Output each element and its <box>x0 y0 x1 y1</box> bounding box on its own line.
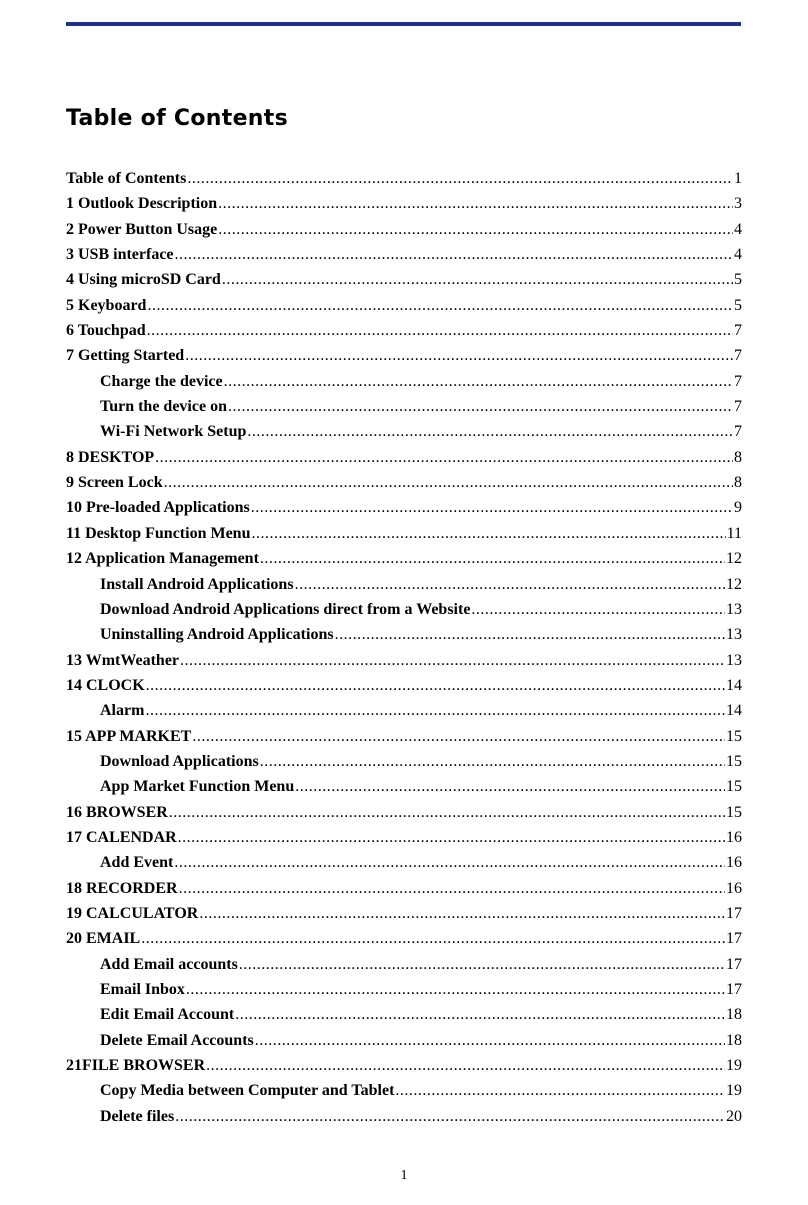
toc-entry[interactable] <box>66 445 742 470</box>
toc-entry[interactable] <box>66 546 742 571</box>
toc-dot-leader <box>295 774 725 799</box>
toc-entry-page: 19 <box>726 1082 742 1100</box>
toc-entry[interactable] <box>66 191 742 216</box>
toc-entry-page: 7 <box>734 322 742 340</box>
toc-entry-page: 20 <box>726 1107 742 1125</box>
toc-entry[interactable] <box>66 977 742 1002</box>
toc-entry[interactable] <box>66 521 742 546</box>
toc-entry-title: 8 DESKTOP <box>66 448 155 466</box>
toc-entry-page: 7 <box>734 347 742 365</box>
toc-dot-leader <box>395 1078 725 1103</box>
toc-entry-title: 13 WmtWeather <box>66 651 180 669</box>
toc-dot-leader <box>222 267 733 292</box>
toc-entry[interactable] <box>66 800 742 825</box>
toc-dot-leader <box>471 597 725 622</box>
toc-entry-title: 2 Power Button Usage <box>66 220 218 238</box>
toc-entry-page: 5 <box>734 296 742 314</box>
toc-dot-leader <box>335 622 725 647</box>
toc-entry[interactable] <box>66 318 742 343</box>
toc-entry[interactable] <box>66 419 742 444</box>
header-rule <box>66 22 741 26</box>
toc-dot-leader <box>218 191 733 216</box>
toc-entry-page: 4 <box>734 246 742 264</box>
toc-entry[interactable] <box>66 572 742 597</box>
toc-dot-leader <box>251 521 725 546</box>
toc-dot-leader <box>192 724 725 749</box>
toc-entry-title: 5 Keyboard <box>66 296 147 314</box>
toc-dot-leader <box>164 470 733 495</box>
toc-entry[interactable] <box>66 774 742 799</box>
toc-entry-title: Table of Contents <box>66 170 187 187</box>
table-of-contents <box>66 166 742 1129</box>
toc-entry[interactable] <box>66 901 742 926</box>
toc-entry-page: 16 <box>726 828 742 846</box>
toc-dot-leader <box>179 876 725 901</box>
toc-entry-page: 13 <box>726 600 742 618</box>
toc-entry-page: 15 <box>726 803 742 821</box>
toc-entry-page: 8 <box>734 474 742 492</box>
toc-dot-leader <box>218 217 733 242</box>
toc-entry[interactable] <box>66 648 742 673</box>
toc-entry-title: 14 CLOCK <box>66 676 145 694</box>
toc-entry-page: 14 <box>726 702 742 720</box>
toc-dot-leader <box>175 242 733 267</box>
toc-entry-title: 12 Application Management <box>66 550 259 568</box>
toc-entry-title: Wi-Fi Network Setup <box>100 423 247 441</box>
toc-entry-title: Alarm <box>100 702 145 720</box>
toc-entry-page: 15 <box>726 778 742 796</box>
toc-entry-page: 4 <box>734 220 742 238</box>
toc-entry[interactable] <box>66 1078 742 1103</box>
toc-entry-page: 12 <box>726 550 742 568</box>
toc-entry-page: 15 <box>726 752 742 770</box>
toc-entry-title: Copy Media between Computer and Tablet <box>100 1082 395 1100</box>
toc-entry[interactable] <box>66 495 742 520</box>
toc-entry-page: 15 <box>726 727 742 745</box>
toc-entry-page: 7 <box>734 423 742 441</box>
toc-dot-leader <box>169 800 725 825</box>
toc-entry-page: 16 <box>726 879 742 897</box>
toc-entry-title: 17 CALENDAR <box>66 828 177 846</box>
toc-entry[interactable] <box>66 1104 742 1129</box>
toc-entry-page: 13 <box>726 626 742 644</box>
toc-entry-page: 12 <box>726 575 742 593</box>
toc-entry-title: Charge the device <box>100 372 223 390</box>
toc-entry-title: 9 Screen Lock <box>66 474 163 492</box>
toc-entry-title: 15 APP MARKET <box>66 727 192 745</box>
toc-dot-leader <box>251 495 733 520</box>
toc-dot-leader <box>295 572 725 597</box>
toc-entry-title: 7 Getting Started <box>66 347 185 365</box>
toc-entry[interactable] <box>66 622 742 647</box>
toc-entry-title: Delete files <box>100 1107 175 1125</box>
toc-entry-title: Download Applications <box>100 752 259 770</box>
toc-entry-title: 6 Touchpad <box>66 322 146 340</box>
toc-entry[interactable] <box>66 1053 742 1078</box>
toc-entry-title: Delete Email Accounts <box>100 1031 254 1049</box>
toc-dot-leader <box>239 952 725 977</box>
toc-entry-page: 5 <box>734 271 742 289</box>
toc-entry[interactable] <box>66 673 742 698</box>
toc-entry[interactable] <box>66 242 742 267</box>
toc-entry-title: 20 EMAIL <box>66 930 141 948</box>
toc-dot-leader <box>247 419 733 444</box>
toc-dot-leader <box>141 926 725 951</box>
toc-entry-page: 17 <box>726 981 742 998</box>
toc-entry-title: 18 RECORDER <box>66 879 178 897</box>
toc-entry[interactable] <box>66 1028 742 1053</box>
toc-entry-page: 8 <box>734 448 742 466</box>
toc-entry-page: 14 <box>726 676 742 694</box>
toc-entry[interactable] <box>66 850 742 875</box>
toc-entry-title: 16 BROWSER <box>66 803 168 821</box>
toc-dot-leader <box>224 369 733 394</box>
toc-entry-title: Add Email accounts <box>100 955 238 973</box>
toc-entry-title: Uninstalling Android Applications <box>100 626 334 644</box>
toc-entry[interactable] <box>66 926 742 951</box>
toc-entry-title: Download Android Applications direct from a Website <box>100 600 471 618</box>
toc-dot-leader <box>174 850 725 875</box>
toc-entry-title: 10 Pre-loaded Applications <box>66 499 250 517</box>
toc-entry[interactable] <box>66 343 742 368</box>
toc-dot-leader <box>155 445 733 470</box>
page-number: 1 <box>400 1168 408 1183</box>
toc-dot-leader <box>228 394 733 419</box>
toc-dot-leader <box>235 1002 725 1027</box>
toc-entry-title: 21FILE BROWSER <box>66 1057 206 1075</box>
toc-dot-leader <box>147 318 733 343</box>
toc-entry-title: 1 Outlook Description <box>66 195 218 213</box>
toc-dot-leader <box>146 673 725 698</box>
toc-entry-page: 11 <box>726 524 742 542</box>
toc-entry-title: App Market Function Menu <box>100 778 295 796</box>
toc-entry[interactable] <box>66 876 742 901</box>
toc-dot-leader <box>199 901 725 926</box>
toc-entry[interactable] <box>66 470 742 495</box>
toc-entry[interactable] <box>66 166 742 191</box>
toc-dot-leader <box>178 825 725 850</box>
toc-entry[interactable] <box>66 825 742 850</box>
toc-entry[interactable] <box>66 369 742 394</box>
toc-entry[interactable] <box>66 749 742 774</box>
toc-dot-leader <box>255 1028 725 1053</box>
toc-dot-leader <box>180 648 725 673</box>
toc-dot-leader <box>175 1104 725 1129</box>
toc-entry[interactable] <box>66 394 742 419</box>
toc-entry[interactable] <box>66 293 742 318</box>
toc-entry-page: 7 <box>734 398 742 416</box>
toc-entry[interactable] <box>66 952 742 977</box>
toc-entry-title: Email Inbox <box>100 981 185 998</box>
toc-entry-title: 4 Using microSD Card <box>66 271 221 289</box>
toc-entry[interactable] <box>66 698 742 723</box>
toc-dot-leader <box>260 546 725 571</box>
toc-entry-page: 18 <box>726 1006 742 1024</box>
toc-entry[interactable] <box>66 1002 742 1027</box>
toc-entry-title: 19 CALCULATOR <box>66 904 199 922</box>
toc-entry-title: Install Android Applications <box>100 575 294 593</box>
toc-entry[interactable] <box>66 724 742 749</box>
toc-entry-title: Edit Email Account <box>100 1006 235 1024</box>
toc-entry-page: 17 <box>726 904 742 922</box>
toc-entry[interactable] <box>66 597 742 622</box>
toc-entry-title: 3 USB interface <box>66 246 174 264</box>
toc-entry-page: 1 <box>734 170 742 187</box>
toc-dot-leader <box>145 698 725 723</box>
toc-dot-leader <box>147 293 733 318</box>
toc-entry-page: 3 <box>734 195 742 213</box>
toc-entry-page: 17 <box>726 930 742 948</box>
toc-entry-title: Add Event <box>100 854 174 872</box>
toc-dot-leader <box>260 749 725 774</box>
toc-entry-page: 17 <box>726 955 742 973</box>
toc-entry-title: Turn the device on <box>100 398 227 416</box>
toc-entry-page: 7 <box>734 372 742 390</box>
toc-entry[interactable] <box>66 267 742 292</box>
toc-entry-title: 11 Desktop Function Menu <box>66 524 251 542</box>
toc-entry[interactable] <box>66 217 742 242</box>
page-title: Table of Contents <box>66 106 288 131</box>
toc-entry-page: 19 <box>726 1057 742 1075</box>
toc-entry-page: 16 <box>726 854 742 872</box>
toc-entry-page: 18 <box>726 1031 742 1049</box>
toc-dot-leader <box>186 977 725 1002</box>
toc-dot-leader <box>185 343 733 368</box>
toc-entry-page: 13 <box>726 651 742 669</box>
toc-dot-leader <box>206 1053 725 1078</box>
toc-entry-page: 9 <box>734 499 742 517</box>
toc-dot-leader <box>187 166 733 191</box>
